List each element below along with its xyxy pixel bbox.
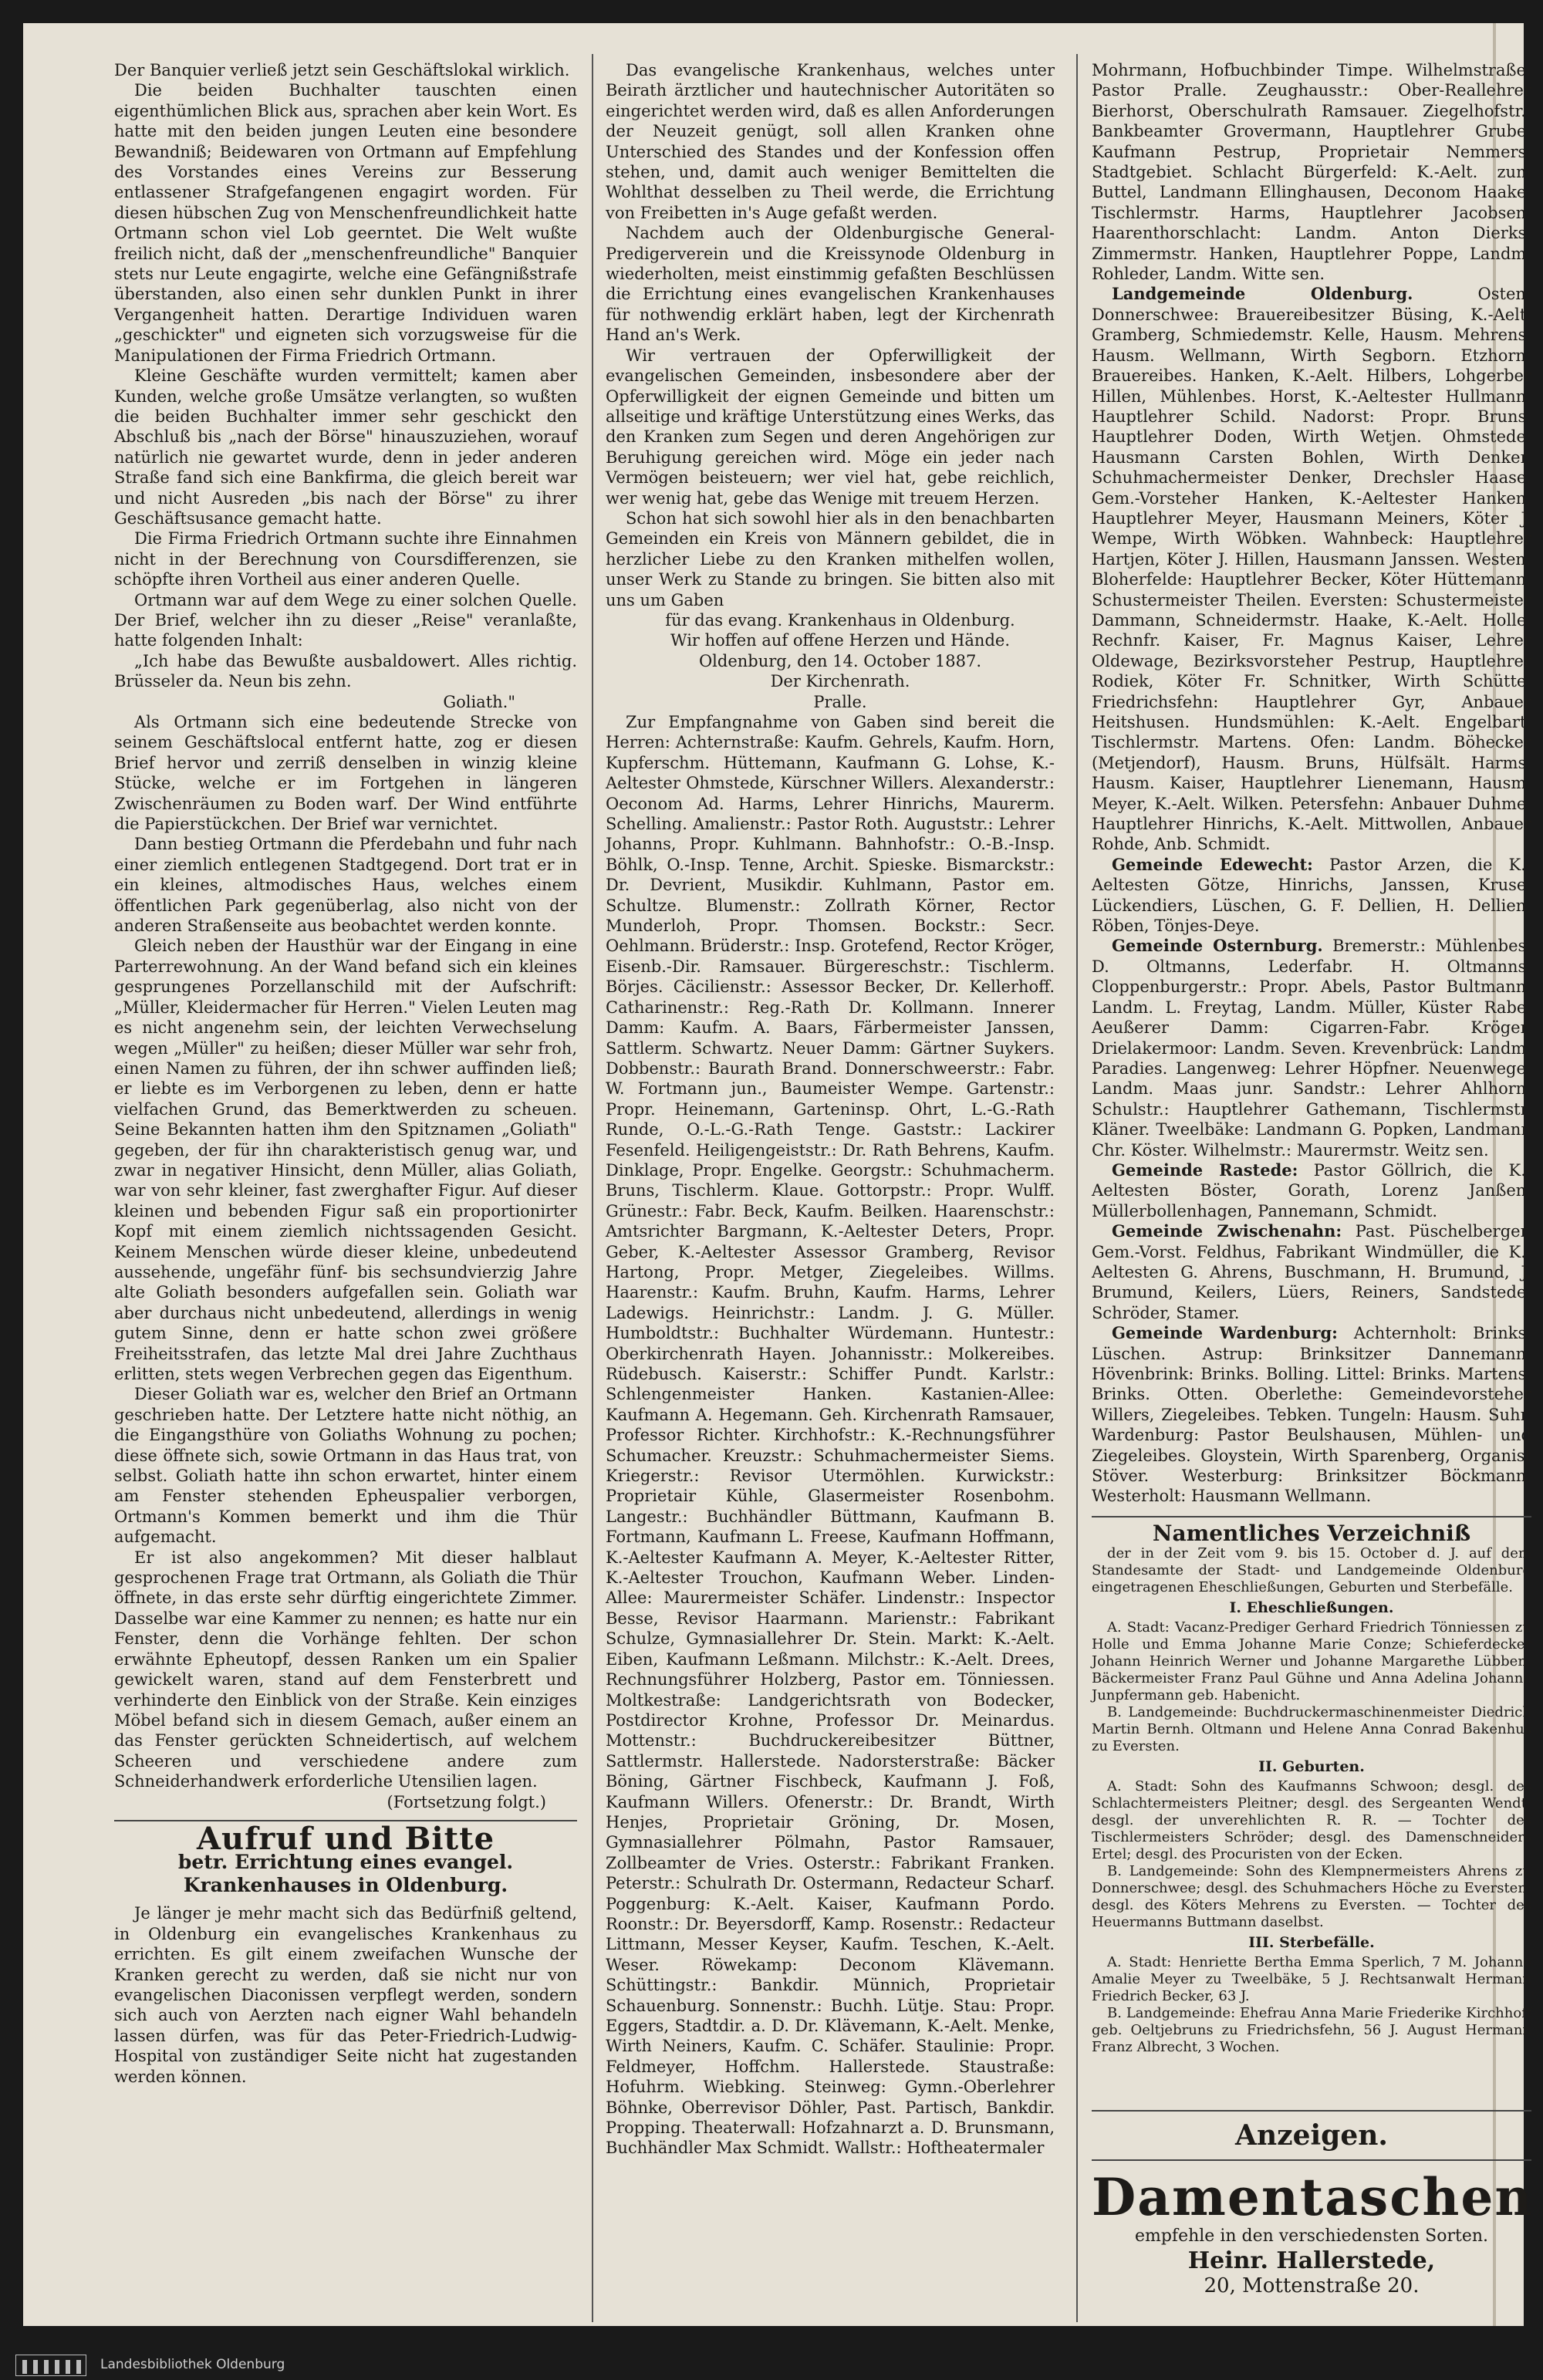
serial-paragraph: Der Banquier verließ jetzt sein Geschäftslokal wirklich. (114, 61, 570, 79)
viewer-footer (0, 2349, 1543, 2380)
registry-heading: II. Geburten. (1258, 1758, 1365, 1775)
newspaper-page (23, 23, 1534, 2326)
continuation-note: (Fortsetzung folgt.) (387, 1792, 546, 1811)
registry-heading: I. Eheschließungen. (1229, 1599, 1394, 1616)
ad-headline: Damentaschen (1092, 2167, 1534, 2227)
appeal-council: Der Kirchenrath. (770, 672, 910, 691)
library-name: Landesbibliothek Oldenburg (100, 2357, 285, 2372)
section-text: Achternholt: Brinks. Lüschen. Astrup: Brinksitzer Dannemann. Hövenbrink: Brinks. Bolling. Littel: Brinks. Martens, Brinks. Otten. Oberlethe: Gemeindevorsteher Willers, Ziegeleibes. Tebken. Tungeln: Hausm. Suhr. Wardenburg: Pastor Beulshausen, Mühlen- und Ziegeleibes. Gloystein, Wirth Sparenberg, Organist Stöver. Westerburg: Brinksitzer Böckmann. Westerholt: Hausmann Wellmann. (1092, 1324, 1531, 1506)
recipients-continued: Mohrmann, Hofbuchbinder Timpe. Wilhelmstraße: Pastor Pralle. Zeughausstr.: Ober-Reallehrer Bierhorst, Oberschulrath Ramsauer. Ziegelhofstr.: Bankbeamter Grovermann, Hauptlehrer Grube, Kaufmann Pestrup, Proprietair Nemmers. Stadtgebiet. Schlacht Bürgerfeld: K.-Aelt. zum Buttel, Landmann Ellinghausen, Deconom Haake, Tischlermstr. Harms, Hauptlehrer Jacobsen. Haarenthorschlacht: Landm. Anton Dierks, Zimmermstr. Hanken, Hauptlehrer Poppe, Landm. Rohleder, Landm. Witte sen. (1092, 61, 1531, 284)
registry-entry: A. Stadt: Vacanz-Prediger Gerhard Friedrich Tönniessen zu Holle und Emma Johanne Marie Conze; Schieferdecker Johann Heinrich Werner und Johanne Margarethe Lübben; Bäckermeister Franz Paul Gühne und Anna Adelina Johanne Junpfermann geb. Habenicht. (1092, 1619, 1531, 1703)
serial-paragraph: Dann bestieg Ortmann die Pferdebahn und fuhr nach einer ziemlich entlegenen Stadtgegend. Dort trat er in ein kleines, altmodisches Haus, welches einem öffentlichen Park gegenüberlag, also nicht von der anderen Straßenseite aus beobachtet werden konnte. (114, 835, 577, 936)
registry-title: Namentliches Verzeichniß (1152, 1521, 1471, 1546)
serial-paragraph: Gleich neben der Hausthür war der Eingang in eine Parterrewohnung. An der Wand befand sich ein kleines gesprungenes Porzellanschild mit der Aufschrift: „Müller, Kleidermacher für Herren." Vielen Leuten mag es nicht angenehm sein, der leichten Verwechselung wegen „Müller" zu heißen; dieser Müller war sehr froh, einen Namen zu führen, der ihn schwer auffinden ließ; er liebte es im Verborgenen zu leben, denn er hatte vielfachen Grund, das Bemerktwerden zu scheuen. Seine Bekannten hatten ihm den Spitznamen „Goliath" gegeben, der für ihn charakteristisch genug war, und zwar in negativer Hinsicht, denn Müller, alias Goliath, war von sehr kleiner, fast zwerghafter Figur. Auf dieser kleinen und bebenden Figur saß ein proportionirter Kopf mit einem ziemlich nichtssagenden Gesicht. Keinem Menschen würde dieser kleine, unbedeutend aussehende, ungefähr fünf- bis sechsundvierzig Jahre alte Goliath besonders aufgefallen sein. Goliath war aber durchaus nicht unbedeutend, allerdings in wenig gutem Sinne, denn er hatte schon zwei größere Freiheitsstrafen, das letzte Mal drei Jahre Zuchthaus erlitten, stets wegen Verbrechen gegen das Eigenthum. (114, 937, 577, 1383)
serial-paragraph: Dieser Goliath war es, welcher den Brief an Ortmann geschrieben hatte. Der Letztere hatte nicht nöthig, an die Eingangsthüre von Goliaths Wohnung zu pochen; diese öffnete sich, sowie Ortmann in das Haus trat, von selbst. Goliath hatte ihn schon erwartet, hinter einem am Fenster stehenden Epheuspalier verborgen, Ortmann's Kommen bemerkt und ihm die Thür aufgemacht. (114, 1385, 577, 1547)
section-title: Gemeinde Zwischenahn: (1112, 1221, 1342, 1241)
appeal-title: Aufruf und Bitte (196, 1820, 495, 1857)
ads-title: Anzeigen. (1235, 2119, 1388, 2152)
section-text: Pastor Göllrich, die K.-Aeltesten Böster, Gorath, Lorenz Janßen, Müllerbollenhagen, Pannemann, Schmidt. (1092, 1160, 1531, 1220)
recipients-list: Zur Empfangnahme von Gaben sind bereit die Herren: Achternstraße: Kaufm. Gehrels, Kaufm. Horn, Kupferschm. Hüttemann, Kaufmann G. Lohse, K.-Aeltester Ohmstede, Kürschner Willers. Alexanderstr.: Oeconom Ad. Harms, Lehrer Hinrichs, Maurerm. Schelling. Amalienstr.: Pastor Roth. Auguststr.: Lehrer Johanns, Propr. Kuhlmann. Bahnhofstr.: O.-B.-Insp. Böhlk, O.-Insp. Tenne, Archit. Spieske. Bismarckstr.: Dr. Devrient, Musikdir. Kuhlmann, Pastor em. Schultze. Blumenstr.: Zollrath Körner, Rector Munderloh, Propr. Thomsen. Bockstr.: Secr. Oehlmann. Brüderstr.: Insp. Grotefend, Rector Kröger, Eisenb.-Dir. Ramsauer. Bürgereschstr.: Tischlerm. Börjes. Cäcilienstr.: Assessor Becker, Dr. Kellerhoff. Catharinenstr.: Reg.-Rath Dr. Kollmann. Innerer Damm: Kaufm. A. Baars, Färbermeister Janssen, Sattlerm. Schwartz. Neuer Damm: Gärtner Suykers. Dobbenstr.: Baurath Brand. Donnerschweerstr.: Fabr. W. Fortmann jun., Baumeister Wempe. Gartenstr.: Propr. Heinemann, Garteninsp. Ohrt, L.-G.-Rath Runde, O.-L.-G.-Rath Tenge. Gaststr.: Lackirer Fesenfeld. Heiligengeiststr.: Dr. Rath Behrens, Kaufm. Dinklage, Propr. Engelke. Georgstr.: Schuhmacherm. Bruns, Tischlerm. Klaue. Gottorpstr.: Propr. Wulff. Grünestr.: Fabr. Beck, Kaufm. Beilken. Haarenschstr.: Amtsrichter Bargmann, K.-Aeltester Deters, Propr. Geber, K.-Aeltester Assessor Gramberg, Revisor Hartong, Propr. Metger, Ziegeleibes. Willms. Haarenstr.: Kaufm. Bruhn, Kaufm. Harms, Lehrer Ladewigs. Heinrichstr.: Landm. J. G. Müller. Humboldtstr.: Buchhalter Würdemann. Huntestr.: Oberkirchenrath Hayen. Johannisstr.: Molkereibes. Rüdebusch. Kaiserstr.: Schiffer Pundt. Karlstr.: Schlengenmeister Hanken. Kastanien-Allee: Kaufmann A. Hegemann. Geh. Kirchenrath Ramsauer, Professor Richter. Kirchhofstr.: K.-Rechnungsführer Schumacher. Kreuzstr.: Schuhmachermeister Siems. Kriegerstr.: Revisor Utermöhlen. Kurwickstr.: Proprietair Kühle, Glasermeister Rosenbohm. Langestr.: Buchhändler Büttmann, Kaufmann B. Fortmann, Kaufmann L. Freese, Kaufmann Hoffmann, K.-Aeltester Kaufmann A. Meyer, K.-Aeltester Ritter, K.-Aeltester Trouchon, Kaufmann Weber. Linden-Allee: Maurermeister Schäfer. Lindenstr.: Inspector Besse, Revisor Haarmann. Marienstr.: Fabrikant Schulze, Gymnasiallehrer Dr. Stein. Markt: K.-Aelt. Eiben, Kaufmann Leßmann. Milchstr.: K.-Aelt. Drees, Rechnungsführer Holzberg, Pastor em. Tönniessen. Moltkestraße: Landgerichtsrath von Bodecker, Postdirector Krohne, Professor Dr. Meinardus. Mottenstr.: Buchdruckereibesitzer Büttner, Sattlermstr. Hallerstede. Nadorsterstraße: Bäcker Böning, Gärtner Fischbeck, Kaufmann J. Foß, Kaufmann Willers. Ofenerstr.: Dr. Brandt, Wirth Henjes, Proprietair Gröning, Dr. Mosen, Gymnasiallehrer Pölmahn, Pastor Ramsauer, Zollbeamter de Vries. Osterstr.: Fabrikant Franken. Peterstr.: Schulrath Dr. Ostermann, Redacteur Scharf. Poggenburg: K.-Aelt. Kaiser, Kaufmann Pordo. Roonstr.: Dr. Beyersdorff, Kamp. Rosenstr.: Redacteur Littmann, Messer Keyser, Kaufm. Teschen, K.-Aelt. Weser. Röwekamp: Deconom Klävemann. Schüttingstr.: Bankdir. Münnich, Proprietair Schauenburg. Sonnenstr.: Buchh. Lütje. Stau: Propr. Eggers, Stadtdir. a. D. Dr. Klävemann, K.-Aelt. Menke, Wirth Neiners, Kaufm. C. Schäfer. Staulinie: Propr. Feldmeyer, Hoffchm. Hallerstede. Staustraße: Hofuhrm. Wiebking. Steinweg: Gymn.-Oberlehrer Böhnke, Oberrevisor Döhler, Past. Partisch, Bankdir. Propping. Theaterwall: Hofzahnarzt a. D. Brunsmann, Buchhändler Max Schmidt. Wallstr.: Hoftheatermaler (606, 713, 1055, 2158)
registry-intro: der in der Zeit vom 9. bis 15. October d. J. auf dem Standesamte der Stadt- und Landgemeinde Oldenburg eingetragenen Eheschließungen, Geburten und Sterbefälle. (1092, 1545, 1531, 1595)
column-rule-2 (1076, 54, 1078, 2322)
column-rule-1 (592, 54, 593, 2322)
appeal-paragraph: Wir vertrauen der Opferwilligkeit der evangelischen Gemeinden, insbesondere aber der Opferwilligkeit der eignen Gemeinde und bitten um allseitige und kräftige Unterstützung eines Werks, das den Kranken zum Segen und deren Angehörigen zur Beruhigung gereichen wird. Möge ein jeder nach Vermögen beisteuern; wer viel hat, gebe reichlich, wer wenig hat, gebe das Wenige mit treuem Herzen. (606, 346, 1055, 508)
section-title: Gemeinde Osternburg. (1112, 936, 1323, 956)
section-title: Gemeinde Wardenburg: (1112, 1323, 1338, 1343)
serial-paragraph: Er ist also angekommen? Mit dieser halblaut gesprochenen Frage trat Ortmann, als Goliath die Thür öffnete, in das erste sehr dürftig eingerichtete Zimmer. Dasselbe war eine Kammer zu nennen; es hatte nur ein Fenster, denn die Vorhänge fehlten. Der schon erwähnte Epheutopf, dessen Ranken um ein Spalier gewickelt waren, stand auf dem Fensterbrett und verhinderte den Einblick von der Straße. Kein einziges Möbel befand sich in diesem Gemach, außer einem an das Fenster gerückten Schneidertisch, auf welchem Scheeren und verschiedene andere zum Schneiderhandwerk erforderliche Utensilien lagen. (114, 1548, 577, 1791)
section-text: Past. Püschelberger, Gem.-Vorst. Feldhus, Fabrikant Windmüller, die K.-Aeltesten G. Ahrens, Buschmann, H. Brumund, J. Brumund, Keilers, Lüers, Reiners, Sandstede, Schröder, Stamer. (1092, 1222, 1531, 1322)
registry-entry: B. Landgemeinde: Buchdruckermaschinenmeister Diedrich Martin Bernh. Oltmann und Helene Anna Conrad Bakenhus zu Eversten. (1092, 1704, 1531, 1754)
appeal-for-line: für das evang. Krankenhaus in Oldenburg. (665, 610, 1015, 630)
serial-paragraph: Als Ortmann sich eine bedeutende Strecke von seinem Geschäftslocal entfernt hatte, zog er diesen Brief hervor und zerriß denselben in winzig kleine Stücke, welche er im Fortgehen in längeren Zwischenräumen zu Boden warf. Der Wind entführte die Papierstückchen. Der Brief war vernichtet. (114, 713, 577, 834)
letter-text: „Ich habe das Bewußte ausbaldowert. Alles richtig. Brüsseler da. Neun bis zehn. (114, 651, 577, 691)
serial-paragraph: Ortmann war auf dem Wege zu einer solchen Quelle. Der Brief, welcher ihn zu dieser „Reise" veranlaßte, hatte folgenden Inhalt: (114, 590, 577, 650)
ad-address: 20, Mottenstraße 20. (1204, 2274, 1420, 2297)
registry-box (1092, 1516, 1531, 2102)
registry-entry: A. Stadt: Henriette Bertha Emma Sperlich, 7 M. Johanne Amalie Meyer zu Tweelbäke, 5 J. Rechtsanwalt Hermann Friedrich Becker, 63 J. (1092, 1954, 1531, 2004)
advertisements (1092, 2110, 1534, 2297)
column-3 (1092, 60, 1532, 1506)
appeal-paragraph: Schon hat sich sowohl hier als in den benachbarten Gemeinden ein Kreis von Männern gebildet, die in herzlicher Liebe zu den Kranken mithelfen wollen, unser Werk zu Stande zu bringen. Sie bitten also mit uns um Gaben (606, 508, 1055, 609)
appeal-paragraph: Das evangelische Krankenhaus, welches unter Beirath ärztlicher und hautechnischer Autoritäten so eingerichtet werden wird, daß es allen Anforderungen der Neuzeit genügt, soll allen Kranken ohne Unterschied des Standes und der Konfession offen stehen, und, damit auch weniger Bemittelten die Wohlthat desselben zu Theil werde, die Errichtung von Freibetten in's Auge gefaßt werden. (606, 61, 1055, 222)
registry-heading: III. Sterbefälle. (1248, 1934, 1375, 1951)
section-title: Gemeinde Rastede: (1112, 1160, 1298, 1180)
section-title: Landgemeinde Oldenburg. (1112, 284, 1413, 304)
library-logo-icon (15, 2355, 86, 2376)
registry-entry: A. Stadt: Sohn des Kaufmanns Schwoon; desgl. des Schlachtermeisters Pleitner; desgl. des Sergeanten Wendt; desgl. der unverehlichten R. R. — Tochter des Tischlermeisters Schröder; desgl. des Damenschneiders Ertel; desgl. des Procuristen von der Ecken. (1092, 1778, 1531, 1862)
serial-paragraph: Die beiden Buchhalter tauschten einen eigenthümlichen Blick aus, sprachen aber kein Wort. Es hatte mit den beiden jungen Leuten eine besondere Bewandniß; Beidewaren von Ortmann auf Empfehlung des Vorstandes eines Vereins zur Besserung entlassener Strafgefangenen engagirt worden. Für diesen hübschen Zug von Menschenfreundlichkeit hatte Ortmann schon viel Lob geerntet. Die Welt wußte freilich nicht, daß der „menschenfreundliche" Banquier stets nur Leute engagirte, welche eine Gefängnißstrafe überstanden, also einen sehr dunklen Punkt in ihrer Vergangenheit hatten. Derartige Individuen waren „geschickter" und eigneten sich vorzugsweise für die Manipulationen der Firma Friedrich Ortmann. (114, 81, 577, 365)
ad-firm: Heinr. Hallerstede, (1187, 2247, 1436, 2274)
appeal-subtitle: betr. Errichtung eines evangel. Krankenhauses in Oldenburg. (177, 1851, 514, 1897)
registry-entry: B. Landgemeinde: Sohn des Klempnermeisters Ahrens zu Donnerschwee; desgl. des Schuhmachers Höche zu Eversten; desgl. des Köters Mehrens zu Eversten. — Tochter des Heuermanns Buttmann daselbst. (1092, 1863, 1531, 1930)
section-text: Bremerstr.: Mühlenbes. D. Oltmanns, Lederfabr. H. Oltmanns. Cloppenburgerstr.: Propr. Abels, Pastor Bultmann, Landm. L. Freytag, Landm. Müller, Küster Rabe. Aeußerer Damm: Cigarren-Fabr. Kröger. Drielakermoor: Landm. Seven. Krevenbrück: Landm. Paradies. Langenweg: Lehrer Höpfner. Neuenwege: Landm. Maas junr. Sandstr.: Lehrer Ahlhorn. Schulstr.: Hauptlehrer Gathemann, Tischlermstr. Kläner. Tweelbäke: Landmann G. Popken, Landmann Chr. Köster. Wilhelmstr.: Maurermstr. Weitz sen. (1092, 937, 1531, 1160)
appeal-paragraph: Je länger je mehr macht sich das Bedürfniß geltend, in Oldenburg ein evangelisches Krankenhaus zu errichten. Es gilt einem zweifachen Wunsche der Kranken gerecht zu werden, daß sie nicht nur von evangelischen Diaconissen verpflegt werden, sondern sich auch von Aerzten nach eigner Wahl behandeln lassen dürfen, was für das Peter-Friedrich-Ludwig-Hospital von zuständiger Seite nicht hat zugestanden werden können. (114, 1904, 577, 2086)
registry-entry: B. Landgemeinde: Ehefrau Anna Marie Friederike Kirchhoff geb. Oeltjebruns zu Friedrichsfehn, 56 J. August Hermann Franz Albrecht, 3 Wochen. (1092, 2005, 1531, 2055)
ad-line: empfehle in den verschiedensten Sorten. (1134, 2226, 1489, 2246)
column-2 (606, 60, 1055, 2321)
serial-paragraph: Die Firma Friedrich Ortmann suchte ihre Einnahmen nicht in der Berechnung von Coursdifferenzen, sie schöpfte ihren Vortheil aus einer anderen Quelle. (114, 529, 577, 589)
column-1 (114, 60, 577, 2321)
divider (1092, 2159, 1531, 2161)
letter-signature: Goliath." (443, 692, 515, 711)
divider (1092, 1516, 1531, 1517)
section-text: Osten: Donnerschwee: Brauereibesitzer Büsing, K.-Aelt. Gramberg, Schmiedemstr. Kelle, Hausm. Mehrens, Hausm. Wellmann, Wirth Segborn. Etzhorn: Brauereibes. Hanken, K.-Aelt. Hilbers, Lohgerber Hillen, Mühlenbes. Horst, K.-Aeltester Hullmann, Hauptlehrer Schild. Nadorst: Propr. Bruns, Hauptlehrer Doden, Wirth Wetjen. Ohmstede: Hausmann Carsten Bohlen, Wirth Denker, Schuhmachermeister Denker, Drechsler Haase, Gem.-Vorsteher Hanken, K.-Aeltester Hanken, Hauptlehrer Meyer, Hausmann Meiners, Köter J. Wempe, Wirth Wöbken. Wahnbeck: Hauptlehrer Hartjen, Köter J. Hillen, Hausmann Janssen. Westen: Bloherfelde: Hauptlehrer Becker, Köter Hüttemann, Schustermeister Theilen. Eversten: Schustermeister Dammann, Schneidermstr. Haake, K.-Aelt. Holle, Rechnfr. Kaiser, Fr. Magnus Kaiser, Lehrer Oldewage, Bezirksvorsteher Pestrup, Hauptlehrer Rodiek, Köter Fr. Schnitker, Wirth Schütte. Friedrichsfehn: Hauptlehrer Gyr, Anbauer Heitshusen. Hundsmühlen: K.-Aelt. Engelbart, Tischlermstr. Martens. Ofen: Landm. Böhecker (Metjendorf), Hausm. Bruns, Hülfsält. Harms, Hausm. Kaiser, Hauptlehrer Lienemann, Hausm. Meyer, K.-Aelt. Wilken. Petersfehn: Anbauer Duhme, Hauptlehrer Hinrichs, K.-Aelt. Mittwollen, Anbauer Rohde, Anb. Schmidt. (1092, 285, 1531, 854)
appeal-date: Oldenburg, den 14. October 1887. (698, 651, 982, 670)
appeal-paragraph: Nachdem auch der Oldenburgische General-Predigerverein und die Kreissynode Oldenburg in wiederholten, meist einstimmig gefaßten Beschlüssen die Errichtung eines evangelischen Krankenhauses für nothwendig erklärt haben, legt der Kirchenrath Hand an's Werk. (606, 224, 1055, 345)
section-title: Gemeinde Edewecht: (1112, 854, 1313, 874)
serial-paragraph: Kleine Geschäfte wurden vermittelt; kamen aber Kunden, welche große Umsätze verlangten, so wußten die beiden Buchhalter immer sehr geschickt den Abschluß bis „nach der Börse" hinauszuziehen, worauf natürlich nie gewartet wurde, denn in jeder anderen Straße fand sich eine Bankfirma, die gleich bereit war und nicht Ausreden „bis nach der Börse" zu ihrer Geschäftsusance gemacht hatte. (114, 366, 577, 528)
divider (1092, 2110, 1531, 2112)
appeal-hope-line: Wir hoffen auf offene Herzen und Hände. (670, 631, 1010, 650)
section-text: Pastor Arzen, die K.-Aeltesten Götze, Hinrichs, Janssen, Kruse, Lückendiers, Lüschen, G. F. Dellien, H. Dellien, Röben, Tönjes-Deye. (1092, 855, 1532, 936)
appeal-signature: Pralle. (813, 692, 867, 711)
